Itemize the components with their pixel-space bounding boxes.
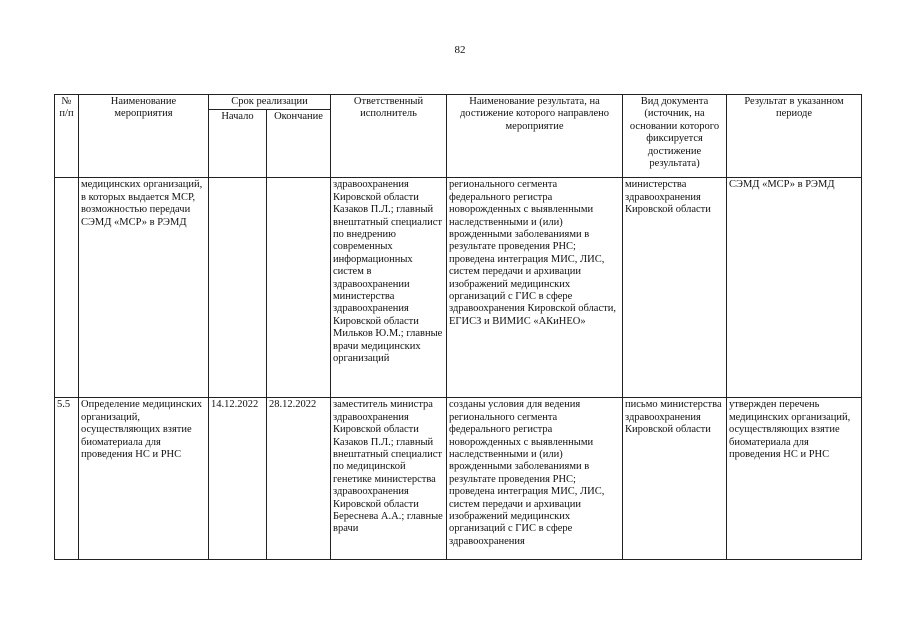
header-name: Наименование мероприятия (79, 95, 209, 178)
header-start: Начало (209, 110, 267, 178)
cell-doc-type: письмо министерства здравоохранения Кировской области (623, 398, 727, 560)
cell-doc-type: министерства здравоохранения Кировской области (623, 178, 727, 398)
measures-table (54, 94, 862, 560)
cell-period-result: СЭМД «МСР» в РЭМД (727, 178, 862, 398)
header-period-result: Результат в указанном периоде (727, 95, 862, 178)
cell-num (55, 178, 79, 398)
cell-result-name: созданы условия для ведения регионального сегмента федерального регистра новорожденных с выявленными наследственными и (или) врожденными заболеваниями в результате проведения РНС; проведена интеграция МИС, ЛИС, систем передачи и архивации изображений медицинских организаций с ГИС в сфере здравоохранения (447, 398, 623, 560)
cell-start (209, 178, 267, 398)
cell-result-name: регионального сегмента федерального регистра новорожденных с выявленными наследственными и (или) врожденными заболеваниями в результате проведения РНС; проведена интеграция МИС, ЛИС, систем передачи и архивации изображений медицинских организаций с ГИС в сфере здравоохранения Кировской области, ЕГИСЗ и ВИМИС «АКиНЕО» (447, 178, 623, 398)
cell-period-result: утвержден перечень медицинских организаций, осуществляющих взятие биоматериала для проведения НС и РНС (727, 398, 862, 560)
header-num: № п/п (55, 95, 79, 178)
cell-start: 14.12.2022 (209, 398, 267, 560)
cell-responsible: заместитель министра здравоохранения Кировской области Казаков П.Л.; главный внештатный специалист по медицинской генетике министерства здравоохранения Кировской области Береснева А.А.; главные врачи (331, 398, 447, 560)
cell-end (267, 178, 331, 398)
table-row (55, 178, 862, 398)
header-result-name: Наименование результата, на достижение которого направлено мероприятие (447, 95, 623, 178)
cell-responsible: здравоохранения Кировской области Казаков П.Л.; главный внештатный специалист по внедрению современных информационных систем в здравоохранении министерства здравоохранения Кировской области Мильков Ю.М.; главные врачи медицинских организаций (331, 178, 447, 398)
header-row-1 (55, 95, 862, 110)
header-doc-type: Вид документа (источник, на основании которого фиксируется достижение результата) (623, 95, 727, 178)
header-end: Окончание (267, 110, 331, 178)
cell-name: Определение медицинских организаций, осуществляющих взятие биоматериала для проведения НС и РНС (79, 398, 209, 560)
cell-num: 5.5 (55, 398, 79, 560)
page-number: 82 (454, 44, 466, 56)
header-term: Срок реализации (209, 95, 331, 110)
header-responsible: Ответственный исполнитель (331, 95, 447, 178)
cell-name: медицинских организаций, в которых выдается МСР, возможностью передачи СЭМД «МСР» в РЭМД (79, 178, 209, 398)
table-row (55, 398, 862, 560)
cell-end: 28.12.2022 (267, 398, 331, 560)
